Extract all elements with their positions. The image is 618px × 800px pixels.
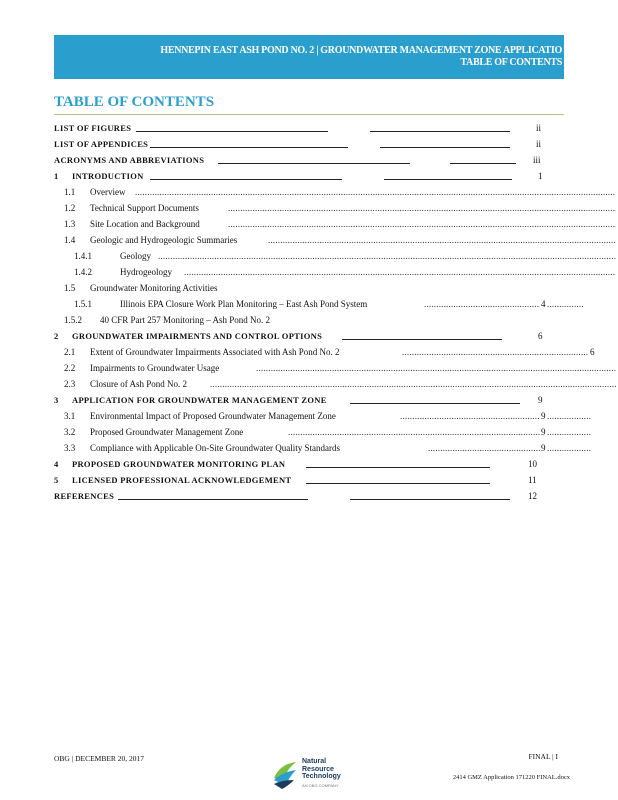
toc-entry-number: 1.2 (64, 203, 76, 213)
footer-filename: 2414 GMZ Application 171220 FINAL.docx (452, 774, 570, 781)
toc-leader (350, 403, 520, 404)
toc-entry-number: 3.3 (64, 443, 76, 453)
toc-leader (150, 147, 348, 148)
toc-leader (184, 267, 616, 279)
toc-entry-number: 2.1 (64, 347, 76, 357)
toc-entry-page: 6 (590, 347, 595, 357)
toc-leader (547, 443, 591, 455)
toc-leader (428, 443, 540, 455)
toc-entry-page: 4 (541, 299, 546, 309)
toc-entry-label: Impairments to Groundwater Usage (90, 363, 220, 373)
toc-entry-label: Site Location and Background (90, 219, 200, 229)
toc-entry-label: PROPOSED GROUNDWATER MONITORING PLAN (72, 459, 286, 469)
footer-status-page: FINAL | I (528, 752, 558, 761)
toc-entry-label: Technical Support Documents (90, 203, 199, 213)
toc-entry-label: LIST OF FIGURES (54, 123, 132, 133)
toc-entry-page: 9 (541, 411, 546, 421)
toc-leader (118, 499, 308, 500)
toc-entry-label: LIST OF APPENDICES (54, 139, 149, 149)
toc-leader (402, 347, 588, 359)
toc-leader (135, 187, 615, 199)
title-divider (54, 114, 564, 115)
toc-entry-label: 40 CFR Part 257 Monitoring – Ash Pond No. 2 (100, 315, 271, 325)
toc-entry-label: Proposed Groundwater Management Zone (90, 427, 244, 437)
toc-entry-page: 9 (541, 443, 546, 453)
toc-leader (547, 411, 591, 423)
nrt-logo-icon (272, 758, 298, 790)
toc-entry-page: 9 (538, 395, 543, 405)
toc-entry-label: Illinois EPA Closure Work Plan Monitoring – East Ash Pond System (120, 299, 368, 309)
toc-entry-number: 1.4.1 (74, 251, 92, 261)
toc-entry-label: REFERENCES (54, 491, 115, 501)
toc-entry-page: iii (533, 155, 541, 165)
toc-leader (306, 467, 490, 468)
toc-leader (218, 163, 410, 164)
toc-entry-number: 2.2 (64, 363, 76, 373)
toc-entry-number: 3.2 (64, 427, 76, 437)
toc-entry-number: 2 (54, 331, 59, 341)
toc-leader (380, 147, 510, 148)
toc-entry-page: 9 (541, 427, 546, 437)
footer-company-date: OBG | DECEMBER 20, 2017 (54, 754, 145, 763)
toc-leader (384, 179, 512, 180)
toc-entry-number: 4 (54, 459, 59, 469)
toc-entry-label: Environmental Impact of Proposed Groundwater Management Zone (90, 411, 336, 421)
header-section-title: TABLE OF CONTENTS (460, 57, 562, 68)
toc-leader (450, 163, 516, 164)
toc-leader (547, 427, 591, 439)
header-document-title: HENNEPIN EAST ASH POND NO. 2 | GROUNDWATER MANAGEMENT ZONE APPLICATIO (160, 45, 562, 56)
toc-entry-number: 1.5.1 (74, 299, 92, 309)
toc-leader (370, 131, 510, 132)
toc-entry-page: 11 (528, 475, 537, 485)
toc-entry-label: Compliance with Applicable On-Site Groundwater Quality Standards (90, 443, 340, 453)
toc-entry-label: INTRODUCTION (72, 171, 144, 181)
toc-entry-label: APPLICATION FOR GROUNDWATER MANAGEMENT ZONE (72, 395, 327, 405)
logo-wordmark: Natural Resource Technology (302, 758, 341, 780)
toc-leader (424, 299, 540, 311)
toc-entry-label: Closure of Ash Pond No. 2 (90, 379, 188, 389)
toc-entry-label: ACRONYMS AND ABBREVIATIONS (54, 155, 205, 165)
toc-leader (228, 219, 616, 231)
toc-entry-number: 1.1 (64, 187, 76, 197)
toc-leader (158, 251, 616, 263)
toc-leader (342, 339, 502, 340)
toc-leader (256, 363, 616, 375)
toc-leader (136, 131, 328, 132)
toc-entry-number: 2.3 (64, 379, 76, 389)
toc-entry-number: 3 (54, 395, 59, 405)
toc-entry-number: 1.4 (64, 235, 76, 245)
toc-entry-number: 3.1 (64, 411, 76, 421)
toc-leader (150, 179, 342, 180)
toc-entry-page: 1 (538, 171, 543, 181)
toc-entry-label: Hydrogeology (120, 267, 172, 277)
toc-leader (350, 499, 510, 500)
toc-leader (400, 411, 540, 423)
toc-leader (306, 483, 490, 484)
toc-leader (547, 299, 583, 311)
toc-leader (288, 427, 540, 439)
toc-entry-page: 10 (528, 459, 537, 469)
toc-entry-label: Overview (90, 187, 126, 197)
page-title: TABLE OF CONTENTS (54, 94, 215, 110)
toc-entry-number: 5 (54, 475, 59, 485)
toc-entry-label: Extent of Groundwater Impairments Associated with Ash Pond No. 2 (90, 347, 340, 357)
toc-entry-page: 12 (528, 491, 537, 501)
toc-entry-label: Groundwater Monitoring Activities (90, 283, 218, 293)
toc-entry-number: 1 (54, 171, 59, 181)
header-banner (54, 35, 564, 79)
toc-entry-page: 6 (538, 331, 543, 341)
toc-entry-number: 1.4.2 (74, 267, 92, 277)
toc-leader (228, 203, 616, 215)
toc-entry-label: LICENSED PROFESSIONAL ACKNOWLEDGEMENT (72, 475, 292, 485)
company-logo (272, 758, 362, 792)
toc-leader (268, 235, 616, 247)
toc-entry-label: GROUNDWATER IMPAIRMENTS AND CONTROL OPTIONS (72, 331, 323, 341)
toc-entry-label: Geology (120, 251, 151, 261)
toc-entry-label: Geologic and Hydrogeologic Summaries (90, 235, 238, 245)
toc-entry-number: 1.5.2 (64, 315, 82, 325)
toc-entry-number: 1.5 (64, 283, 76, 293)
logo-subtitle: AN OBG COMPANY (302, 783, 339, 788)
toc-leader (210, 379, 616, 391)
toc-entry-number: 1.3 (64, 219, 76, 229)
toc-entry-page: ii (536, 123, 542, 133)
toc-entry-page: ii (536, 139, 542, 149)
